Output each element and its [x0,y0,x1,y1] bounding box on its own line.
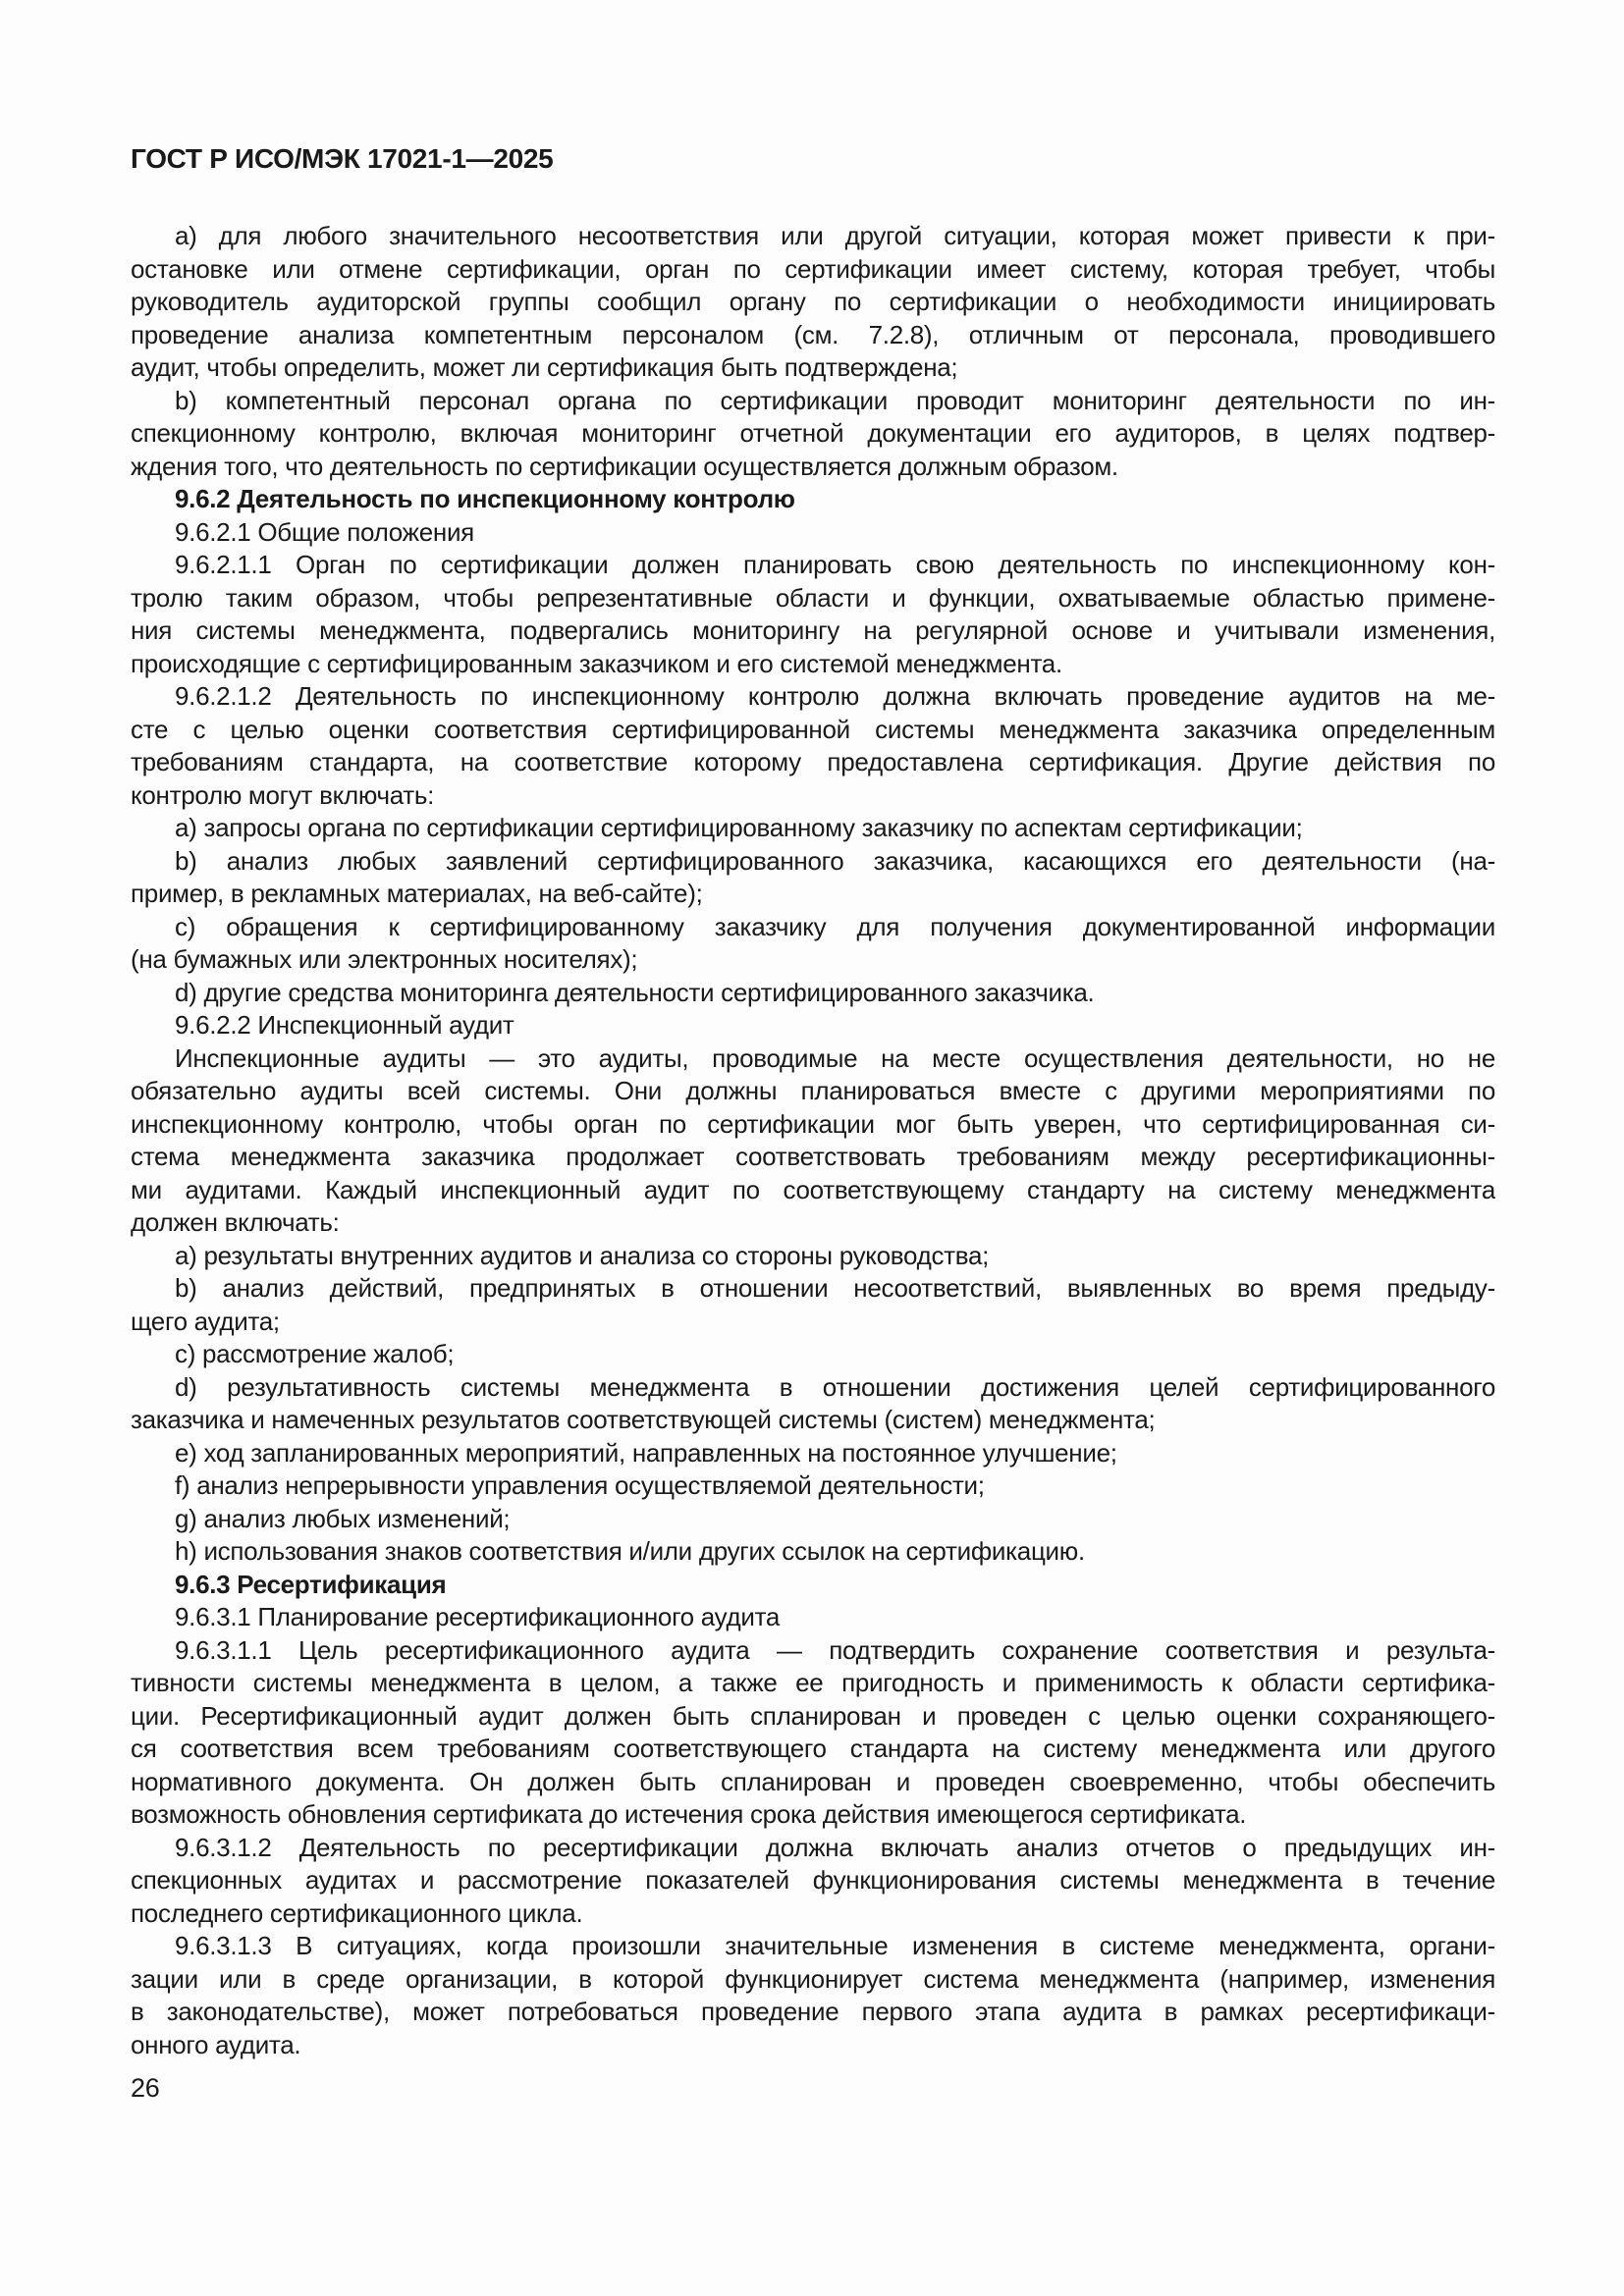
text-line: b) компетентный персонал органа по сертификации проводит мониторинг деятельности по ин- [175,385,1495,415]
text-line: руководитель аудиторской группы сообщил органу по сертификации о необходимости инициировать [131,287,1495,316]
text-line: а) запросы органа по сертификации сертифицированному заказчику по аспектам сертификации; [175,813,1303,842]
heading-line: 9.6.3 Ресертификация [175,1569,447,1599]
text-line: (на бумажных или электронных носителях); [131,944,638,974]
text-line: Инспекционные аудиты — это аудиты, проводимые на месте осуществления деятельности, но не [175,1042,1495,1073]
text-line: в законодательстве), может потребоваться проведение первого этапа аудита в рамках ресертификаци- [131,1997,1495,2026]
text-line: 9.6.3.1 Планирование ресертификационного аудита [175,1602,781,1631]
text-line: щего аудита; [131,1306,280,1336]
heading-line: 9.6.2 Деятельность по инспекционному контролю [175,484,795,513]
text-line: зации или в среде организации, в которой функционирует система менеджмента (например, изменения [131,1963,1495,1994]
text-line: 9.6.3.1.3 В ситуациях, когда произошли значительные изменения в системе менеджмента, органи- [175,1931,1495,1960]
page-number: 26 [131,2073,160,2103]
text-line: b) анализ действий, предпринятых в отношении несоответствий, выявленных во время предыду- [175,1273,1495,1303]
text-line: заказчика и намеченных результатов соответствующей системы (систем) менеджмента; [131,1405,1156,1434]
text-line: g) анализ любых изменений; [175,1503,511,1533]
text-line: контролю могут включать: [131,779,435,810]
text-line: ся соответствия всем требованиям соответствующего стандарта на систему менеджмента или другого [131,1734,1495,1763]
text-line: остановке или отмене сертификации, орган по сертификации имеет систему, которая требует, чтобы [131,253,1495,284]
text-line: 9.6.3.1.1 Цель ресертификационного аудита — подтвердить сохранение соответствия и результа- [175,1634,1495,1665]
text-line: 9.6.2.1.2 Деятельность по инспекционному контролю должна включать проведение аудитов на ме- [175,681,1495,711]
text-line: h) использования знаков соответствия и/или других ссылок на сертификацию. [175,1536,1085,1566]
text-line: требованиям стандарта, на соответствие которому предоставлена сертификация. Другие действия по [131,747,1495,776]
text-line: 9.6.2.1.1 Орган по сертификации должен планировать свою деятельность по инспекционному кон- [175,550,1495,579]
text-line: последнего сертификационного цикла. [131,1897,583,1928]
text-line: ми аудитами. Каждый инспекционный аудит по соответствующему стандарту на систему менеджмента [131,1174,1495,1204]
text-line: пример, в рекламных материалах, на веб-сайте); [131,879,703,908]
text-line: спекционных аудитах и рассмотрение показателей функционирования системы менеджмента в течение [131,1865,1495,1895]
text-line: онного аудита. [131,2029,301,2059]
text-line: инспекционному контролю, чтобы орган по сертификации мог быть уверен, что сертифицированная си- [131,1108,1495,1139]
text-line: тивности системы менеджмента в целом, а также ее пригодность и применимость к области сертифика- [131,1668,1495,1697]
text-line: нормативного документа. Он должен быть спланирован и проведен своевременно, чтобы обеспечить [131,1766,1495,1796]
text-line: е) ход запланированных мероприятий, направленных на постоянное улучшение; [175,1437,1117,1468]
text-line: с) рассмотрение жалоб; [175,1339,455,1368]
document-body [131,220,1495,2061]
text-line: ждения того, что деятельность по сертификации осуществляется должным образом. [131,451,1118,481]
text-line: сте с целью оценки соответствия сертифицированной системы менеджмента заказчика определенным [131,714,1495,744]
text-line: тролю таким образом, чтобы репрезентативные области и функции, охватываемые областью примене- [131,582,1495,613]
text-line: а) результаты внутренних аудитов и анализа со стороны руководства; [175,1240,990,1270]
text-line: должен включать: [131,1207,340,1237]
text-line: d) результативность системы менеджмента в отношении достижения целей сертифицированного [175,1371,1495,1402]
text-line: ции. Ресертификационный аудит должен быть спланирован и проведен с целью оценки сохраняющего- [131,1700,1495,1731]
text-line: d) другие средства мониторинга деятельности сертифицированного заказчика. [175,977,1095,1007]
text-line: ния системы менеджмента, подвергались мониторингу на регулярной основе и учитывали изменения, [131,615,1495,645]
text-line: проведение анализа компетентным персоналом (см. 7.2.8), отличным от персонала, проводившего [131,319,1495,349]
text-line: возможность обновления сертификата до истечения срока действия имеющегося сертификата. [131,1799,1247,1829]
text-line: с) обращения к сертифицированному заказчику для получения документированной информации [175,911,1495,941]
text-line: f) анализ непрерывности управления осуществляемой деятельности; [175,1470,985,1500]
text-line: 9.6.2.1 Общие положения [175,516,474,547]
text-line: аудит, чтобы определить, может ли сертификация быть подтверждена; [131,352,958,382]
text-line: b) анализ любых заявлений сертифицированного заказчика, касающихся его деятельности (на- [175,845,1495,876]
text-line: 9.6.3.1.2 Деятельность по ресертификации должна включать анализ отчетов о предыдущих ин- [175,1832,1495,1862]
text-line: стема менеджмента заказчика продолжает соответствовать требованиям между ресертификационны- [131,1142,1495,1171]
text-line: обязательно аудиты всей системы. Они должны планироваться вместе с другими мероприятиями по [131,1076,1495,1105]
text-line: происходящие с сертифицированным заказчиком и его системой менеджмента. [131,648,1062,678]
text-line: 9.6.2.2 Инспекционный аудит [175,1010,514,1040]
text-line: спекционному контролю, включая мониторинг отчетной документации его аудиторов, в целях подтвер- [131,418,1495,448]
text-line: а) для любого значительного несоответствия или другой ситуации, которая может привести к при- [175,221,1495,250]
document-header: ГОСТ Р ИСО/МЭК 17021-1—2025 [131,143,554,174]
